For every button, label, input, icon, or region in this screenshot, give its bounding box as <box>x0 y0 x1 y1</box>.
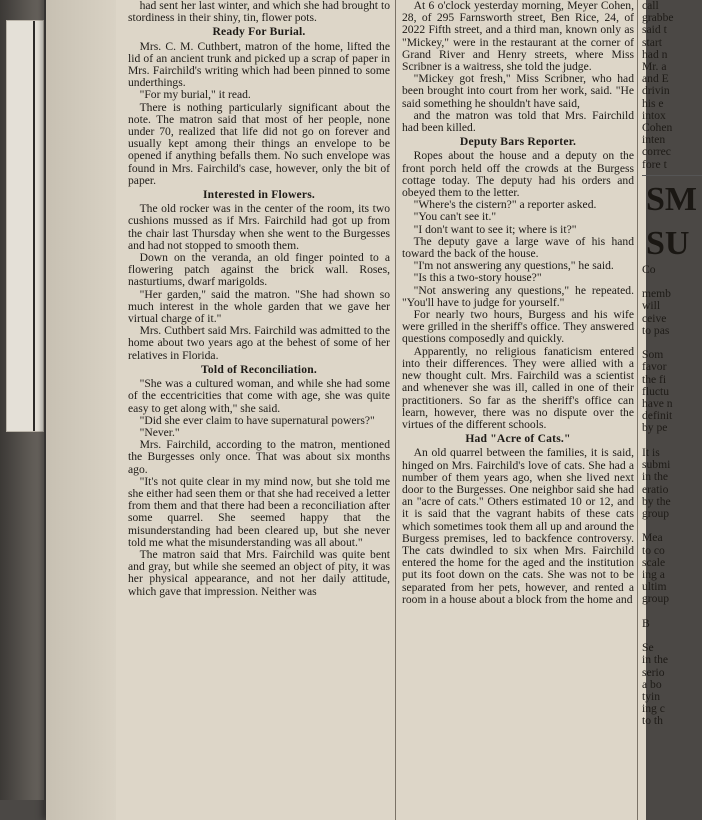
right-column-top-fragments <box>642 0 702 171</box>
paragraph: "Mickey got fresh," Miss Scribner, who had been brought into court from her work, said. "He said something he shouldn't have said, <box>402 72 634 110</box>
paragraph: For nearly two hours, Burgess and his wife were grilled in the sheriff's office. They answered questions composedly and quickly. <box>402 308 634 346</box>
divider <box>642 175 702 176</box>
text-fragment: group <box>642 592 670 606</box>
paragraph: "Her garden," said the matron. "She had shown so much interest in the whole garden that we gave her virtual charge of it." <box>128 287 390 326</box>
paragraph: Mrs. Fairchild, according to the matron, mentioned the Burgesses only once. That was about six months ago. <box>128 438 390 476</box>
text-fragment: Som <box>642 348 664 362</box>
text-fragment: to th <box>642 714 663 728</box>
text-fragment: tyin <box>642 689 661 703</box>
paragraph: "Where's the cistern?" a reporter asked. <box>413 198 597 212</box>
paragraph: The deputy gave a large wave of his hand toward the back of the house. <box>402 234 634 261</box>
text-fragment: by the <box>642 494 671 508</box>
text-fragment: said t <box>642 23 667 37</box>
subheading: Told of Reconciliation. <box>201 362 317 376</box>
text-fragment: fore t <box>642 157 667 171</box>
article-column-right <box>642 0 702 728</box>
text-fragment: scale <box>642 555 666 569</box>
text-fragment: It is <box>642 445 660 459</box>
paragraph: "You can't see it." <box>413 210 497 224</box>
text-fragment: ceive <box>642 311 667 325</box>
text-fragment: favor <box>642 360 667 374</box>
text-fragment: will <box>642 299 661 313</box>
paragraph: "I'm not answering any questions," he said. <box>413 259 614 273</box>
text-fragment: start <box>642 35 662 49</box>
paragraph: Ropes about the house and a deputy on the front porch held off the crowds at the Burgess cottage today. The deputy had his orders and obeyed them to the letter. <box>402 149 634 200</box>
right-column-headline <box>642 180 702 264</box>
paragraph: "For my burial," it read. <box>139 88 251 102</box>
paragraph: "Is this a two-story house?" <box>413 271 542 285</box>
text-fragment: group <box>642 506 670 520</box>
text-fragment: grabbe <box>642 11 674 25</box>
paragraph: Apparently, no religious fanaticism entered into their differences. They were allied with a new thought cult. Mrs. Fairchild was a scientist and whenever she was ill, called in one of their practitioners. So far as the sheriff's office can learn, however, there was no dispute over the virtues of the different schools. <box>402 344 634 431</box>
text-fragment: intox <box>642 108 666 122</box>
paragraph: "I don't want to see it; where is it?" <box>413 222 577 236</box>
previous-page-edge <box>6 20 44 432</box>
right-column-bottom-fragments <box>642 264 702 728</box>
subheading: Interested in Flowers. <box>202 188 316 202</box>
subheading: Ready For Burial. <box>212 25 306 39</box>
subheading: Deputy Bars Reporter. <box>459 135 577 149</box>
subheading: Had "Acre of Cats." <box>465 432 571 446</box>
text-fragment: inten <box>642 133 666 147</box>
text-fragment: in the <box>642 470 669 484</box>
text-fragment: ing a <box>642 567 665 581</box>
paragraph: and the matron was told that Mrs. Fairchild had been killed. <box>402 108 634 135</box>
text-fragment: definit <box>642 409 673 423</box>
text-fragment: had n <box>642 47 668 61</box>
text-fragment: ultim <box>642 580 667 594</box>
text-fragment: Se <box>642 641 654 655</box>
text-fragment: to co <box>642 543 665 557</box>
paragraph: Mrs. C. M. Cuthbert, matron of the home, lifted the lid of an ancient trunk and picked up a scrap of paper in Mrs. Fairchild's writing which had been pinned to some underthings. <box>128 39 390 90</box>
text-fragment: submi <box>642 458 671 472</box>
paragraph: The matron said that Mrs. Fairchild was quite bent and gray, but while she seemed an object of pity, it was her physical appearance, and not her daily attitude, which gave that impression. Neither was <box>128 547 390 598</box>
newspaper-page <box>46 0 697 820</box>
text-fragment: ing c <box>642 702 665 716</box>
text-fragment: Cohen <box>642 121 673 135</box>
text-fragment: to pas <box>642 323 670 337</box>
text-fragment: fluctu <box>642 384 670 398</box>
text-fragment: in the <box>642 653 669 667</box>
paragraph: "She was a cultured woman, and while she had some of the eccentricities that come with age, she was quite easy to get along with," she said. <box>128 377 390 415</box>
paragraph: An old quarrel between the families, it is said, hinged on Mrs. Fairchild's love of cats. She had a number of them years ago, when she lived next door to the Burgesses. One neighbor said she had an "acre of cats." Others estimated 10 or 12, and it is said that the vagrant habits of these cats which sometimes took them all up and around the Burgess premises, led to backfence controversy. The cats dwindled to six when Mrs. Fairchild entered the home for the aged and the institution put its foot down on the cats. She was not to be separated from her pets, however, and rented a room in a house about a block from the home and <box>402 446 634 606</box>
text-fragment: drivin <box>642 84 670 98</box>
text-fragment: B <box>642 616 650 630</box>
paragraph: Down on the veranda, an old finger pointed to a flowering patch against the brick wall. Roses, nasturtiums, dwarf marigolds. <box>128 251 390 289</box>
text-fragment: eratio <box>642 482 669 496</box>
text-fragment: and E <box>642 72 669 86</box>
headline: SU <box>646 224 690 262</box>
article-column-middle <box>402 0 634 606</box>
column-rule <box>395 0 396 820</box>
paragraph: "Did she ever claim to have supernatural powers?" <box>139 413 375 427</box>
paragraph: The old rocker was in the center of the room, its two cushions mussed as if Mrs. Fairchild had got up from the chair last Thursday when she went to the Burgesses and had not stopped to smooth them. <box>128 202 390 252</box>
headline: SM <box>646 180 697 218</box>
paragraph: "Never." <box>139 425 180 439</box>
paragraph: There is nothing particularly significant about the note. The matron said that most of her people, none under 70, realized that life did not go on forever and usually kept among their things an envelope to be opened if anything befalls them. No such envelope was found in Mrs. Fairchild's case, however, only the bit of paper. <box>128 100 390 187</box>
text-fragment: memb <box>642 287 671 301</box>
paragraph: At 6 o'clock yesterday morning, Meyer Cohen, 28, of 295 Farnsworth street, Ben Rice, 24, of 2022 Fifth street, and a third man, known only as "Mickey," were in the restaurant at the corner of Grand River and Henry streets, where Miss Scribner is a waitress, she told the judge. <box>402 0 634 74</box>
column-rule <box>637 0 638 820</box>
text-fragment: have n <box>642 397 673 411</box>
text-fragment: serio <box>642 665 665 679</box>
article-column-left <box>128 0 390 598</box>
text-fragment: his e <box>642 96 664 110</box>
text-fragment: by pe <box>642 421 668 435</box>
text-fragment: call <box>642 0 659 12</box>
paragraph: had sent her last winter, and which she had brought to stordiness in their shiny, tin, flower pots. <box>128 0 390 25</box>
text-fragment: a bo <box>642 677 662 691</box>
text-fragment: Mea <box>642 531 663 545</box>
paragraph: Mrs. Cuthbert said Mrs. Fairchild was admitted to the home about two years ago at the behest of some of her relatives in Florida. <box>128 324 390 362</box>
text-fragment: the fi <box>642 372 667 386</box>
text-fragment: Co <box>642 262 656 276</box>
text-fragment: Mr. a <box>642 60 667 74</box>
paragraph: "Not answering any questions," he repeated. "You'll have to judge for yourself." <box>402 283 634 309</box>
paragraph: "It's not quite clear in my mind now, but she told me she either had seen them or that she had received a letter from them and that there had been a reconciliation after some quarrel. She seemed happy that the misunderstanding had been cleared up, but she never told me what the misunderstanding was all about." <box>128 474 390 549</box>
text-fragment <box>642 606 702 618</box>
text-fragment: correc <box>642 145 671 159</box>
